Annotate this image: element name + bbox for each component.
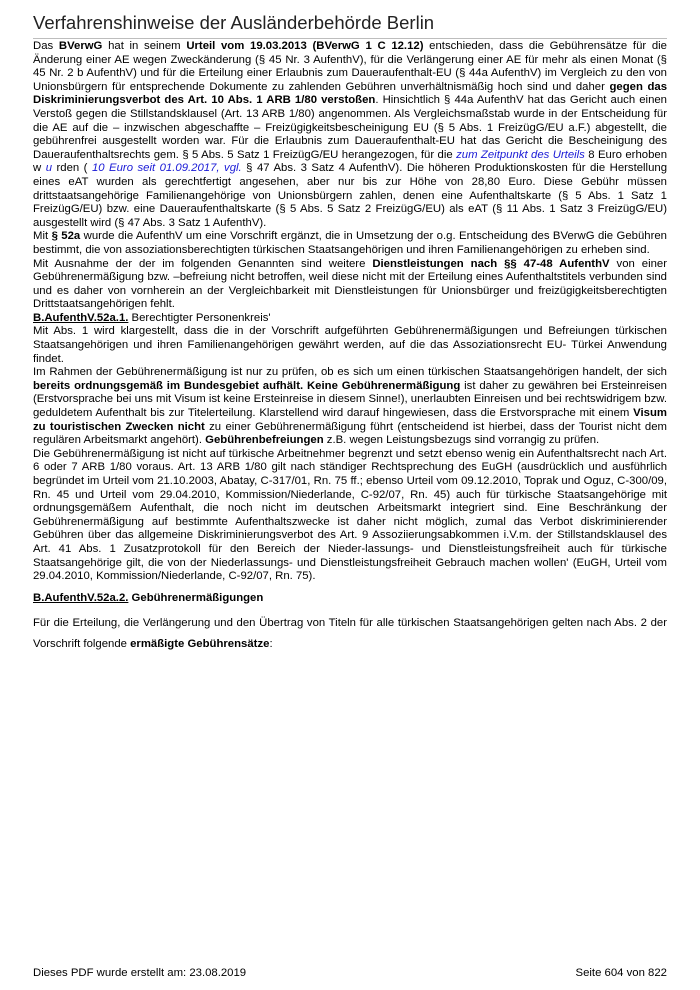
footer-page-number: Seite 604 von 822 xyxy=(575,967,667,979)
paragraph-abs-1: Mit Abs. 1 wird klargestellt, dass die in der Vorschrift aufgeführten Gebührenermäßigungen und Befreiungen türkischen Staatsangehörigen und ihren Familienangehörigen gewährt werden, auf die das Assoziationsrecht EU- Türkei Anwendung findet. xyxy=(33,325,667,365)
amended-text: u xyxy=(45,162,52,175)
amended-text: 10 Euro seit 01.09.2017, vgl. xyxy=(91,162,242,175)
footer-created-date: Dieses PDF wurde erstellt am: 23.08.2019 xyxy=(33,967,247,979)
page-title: Verfahrenshinweise der Ausländerbehörde Berlin xyxy=(33,10,667,39)
document-body xyxy=(33,40,667,655)
section-heading-52a-2: B.AufenthV.52a.2. Gebührenermäßigungen xyxy=(33,591,264,604)
paragraph-scope-check: Im Rahmen der Gebührenermäßigung ist nur zu prüfen, ob es sich um einen türkischen Staatsangehörigen handelt, der sich bereits ordnungsgemäß im Bundesgebiet aufhält. Keine Gebührenermäßigung ist daher zu gewähren bei Ersteinreisen (Erstvorsprache bei uns mit Visum ist keine Ersteinreise in diesem Sinne!), unerlaubten Einreisen und bei rechtswidrigem bzw. geduldetem Aufenthalt bis zur Titelerteilung. Klarstellend wird darauf hingewiesen, dass die Erstvorsprache mit einem Visum zu touristischen Zwecken nicht zu einer Gebührenermäßigung führt (entscheidend ist hierbei, dass der Tourist nicht dem regulären Arbeitsmarkt angehört). Gebührenbefreiungen z.B. wegen Leistungsbezugs sind vorrangig zu prüfen. xyxy=(33,366,667,447)
paragraph-services-exception: Mit Ausnahme der der im folgenden Genannten sind weitere Dienstleistungen nach §§ 47-48 AufenthV von einer Gebührenermäßigung bzw. –befreiung nicht betroffen, weil diese nicht mit der Erteilung eines Aufenthaltstitels verbunden sind und es daher von vornherein an der Vergleichbarkeit mit Dienstleistungen für Unionsbürger und freizügigkeitsberechtigten Drittstaatsangehörigen fehlt. xyxy=(33,257,667,311)
paragraph-section-52a: Mit § 52a wurde die AufenthV um eine Vorschrift ergänzt, die in Umsetzung der o.g. Entscheidung des BVerwG die Gebühren bestimmt, die von assoziationsberechtigten türkischen Staatsangehörigen und ihren Familienangehörigen zu erheben sind. xyxy=(33,230,667,256)
paragraph-reduced-fees: Für die Erteilung, die Verlängerung und den Übertrag von Titeln für alle türkischen Staatsangehörigen gelten nach Abs. 2 der Vorschrift folgende ermäßigte Gebührensätze: xyxy=(33,617,667,651)
section-heading-52a-1: B.AufenthV.52a.1. Berechtigter Personenkreis' xyxy=(33,311,271,324)
paragraph-eugh-case-law: Die Gebührenermäßigung ist nicht auf türkische Arbeitnehmer begrenzt und setzt ebenso wenig ein Aufenthaltsrecht nach Art. 6 oder 7 ARB 1/80 voraus. Art. 13 ARB 1/80 gilt nach ständiger Rechtsprechung des EuGH (ausdrücklich und ausführlich begründet im Urteil vom 21.10.2003, Abatay, C-317/01, Rn. 75 ff.; ebenso Urteil vom 09.12.2010, Toprak und Oguz, C-300/09, Rn. 45 und Urteil vom 29.04.2010, Kommission/Niederlande, C-92/07, Rn. 45) auch für türkische Staatsangehörige mit ordnungsgemäßem Aufenthalt, die noch nicht im deutschen Arbeitsmarkt integriert sind. Eine Beschränkung der Gebührenermäßigung auf bestimmte Aufenthaltszwecke ist daher nicht möglich, zumal das Verbot diskriminierender Gebühren über das allgemeine Diskriminierungsverbot des Art. 9 Assoziierungsabkommen i.V.m. der Stillstandsklausel des Art. 41 Abs. 1 Zusatzprotokoll für den Bereich der Nieder-lassungs- und Dienstleistungsfreiheit auch für türkische Staatsangehörige gilt, die von der Niederlassungs- und Dienstleistungsfreiheit Gebrauch machen wollen' (EuGH, Urteil vom 29.04.2010, Kommission/Niederlande, C-92/07, Rn. 75). xyxy=(33,447,667,583)
amended-text: zum Zeitpunkt des Urteils xyxy=(456,148,585,161)
paragraph-bverwg-decision: Das BVerwG hat in seinem Urteil vom 19.03.2013 (BVerwG 1 C 12.12) entschieden, dass die Gebührensätze für die Änderung einer AE wegen Zweckänderung (§ 45 Nr. 3 AufenthV), für die Verlängerung einer AE für mehr als einen Monat (§ 45 Nr. 2 b AufenthV) und für die Erteilung einer Erlaubnis zum Daueraufenthalt-EU (§ 44a AufenthV) im Vergleich zu den von Unionsbürgern für entsprechende Dokumente zu zahlenden Gebühren unverhältnismäßig hoch sind und daher gegen das Diskriminierungsverbot des Art. 10 Abs. 1 ARB 1/80 verstoßen. Hinsichtlich § 44a AufenthV hat das Gericht auch einen Verstoß gegen die Stillstandsklausel (Art. 13 ARB 1/80) angenommen. Als Vergleichsmaßstab wurde in der Entscheidung für die AE auf die – inzwischen abgeschaffte – Freizügigkeitsbescheinigung EU (§ 5 Abs. 1 FreizügG/EU a.F.) abgestellt, die gebührenfrei ausgestellt worden war. Für die Erlaubnis zum Daueraufenthalt-EU hat das Gericht die Bescheinigung des Daueraufenthaltsrechts gem. § 5 Abs. 5 Satz 1 FreizügG/EU herangezogen, für die zum Zeitpunkt des Urteils 8 Euro erhoben w u rden ( 10 Euro seit 01.09.2017, vgl. § 47 Abs. 3 Satz 4 AufenthV). Die höheren Produktionskosten für die Herstellung eines eAT wurden als gerechtfertigt angesehen, aber nur bis zur Höhe von 28,80 Euro. Diese Gebühr müssen drittstaatsangehörige Familienangehörige von Unionsbürgern zahlen, denen eine Aufenthaltskarte (§ 5 Abs. 1 Satz 1 FreizügG/EU) bzw. eine Daueraufenthaltskarte (§ 5 Abs. 5 Satz 2 FreizügG/EU) als eAT (§ 11 Abs. 1 Satz 3 FreizügG/EU) ausgestellt wird (§ 47 Abs. 3 Satz 1 AufenthV). xyxy=(33,40,668,229)
